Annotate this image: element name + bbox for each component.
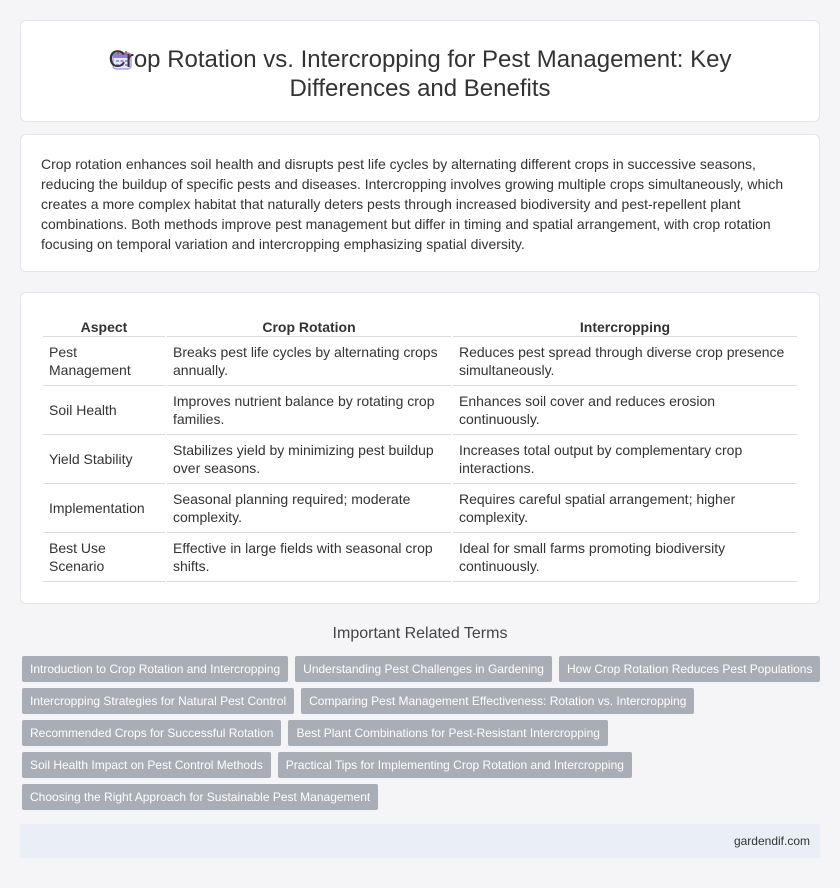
table-cell: Seasonal planning required; moderate complexity. — [167, 484, 451, 533]
comparison-table — [41, 315, 799, 582]
related-term-link[interactable]: How Crop Rotation Reduces Pest Populations — [559, 656, 820, 682]
title-card — [20, 20, 820, 122]
footer — [20, 824, 820, 858]
column-header: Crop Rotation — [167, 315, 451, 337]
table-row — [43, 484, 797, 533]
related-term-link[interactable]: Introduction to Crop Rotation and Intercropping — [22, 656, 288, 682]
intro-card — [20, 134, 820, 272]
table-cell: Effective in large fields with seasonal crop shifts. — [167, 533, 451, 582]
related-term-link[interactable]: Understanding Pest Challenges in Gardening — [295, 656, 552, 682]
table-header-row — [43, 315, 797, 337]
intro-text: Crop rotation enhances soil health and disrupts pest life cycles by alternating different crops in successive seasons, reducing the buildup of specific pests and diseases. Intercropping involves growing multiple crops simultaneously, which creates a more complex habitat that naturally deters pests through increased biodiversity and pest-repellent plant combinations. Both methods improve pest management but differ in timing and spatial arrangement, with crop rotation focusing on temporal variation and intercropping emphasizing spatial diversity. — [41, 156, 784, 252]
column-header: Aspect — [43, 315, 165, 337]
related-term-link[interactable]: Best Plant Combinations for Pest-Resistant Intercropping — [288, 720, 607, 746]
table-cell: Enhances soil cover and reduces erosion continuously. — [453, 386, 797, 435]
table-row — [43, 435, 797, 484]
related-term-link[interactable]: Soil Health Impact on Pest Control Methods — [22, 752, 271, 778]
related-term-link[interactable]: Recommended Crops for Successful Rotation — [22, 720, 281, 746]
table-row — [43, 337, 797, 386]
column-header: Intercropping — [453, 315, 797, 337]
table-cell: Breaks pest life cycles by alternating crops annually. — [167, 337, 451, 386]
table-cell: Reduces pest spread through diverse crop presence simultaneously. — [453, 337, 797, 386]
table-cell: Ideal for small farms promoting biodiversity continuously. — [453, 533, 797, 582]
related-term-link[interactable]: Comparing Pest Management Effectiveness: Rotation vs. Intercropping — [301, 688, 694, 714]
table-cell-aspect: Best Use Scenario — [43, 533, 165, 582]
table-row — [43, 533, 797, 582]
table-cell-aspect: Soil Health — [43, 386, 165, 435]
table-cell: Increases total output by complementary crop interactions. — [453, 435, 797, 484]
site-name[interactable]: gardendif.com — [733, 834, 810, 848]
related-term-link[interactable]: Practical Tips for Implementing Crop Rotation and Intercropping — [278, 752, 632, 778]
table-cell-aspect: Pest Management — [43, 337, 165, 386]
table-cell: Improves nutrient balance by rotating crop families. — [167, 386, 451, 435]
page-title: Crop Rotation vs. Intercropping for Pest Management: Key Differences and Benefits — [108, 46, 732, 102]
related-terms-title: Important Related Terms — [332, 625, 508, 642]
table-cell-aspect: Implementation — [43, 484, 165, 533]
related-term-link[interactable]: Choosing the Right Approach for Sustainable Pest Management — [22, 784, 378, 810]
table-row — [43, 386, 797, 435]
related-term-link[interactable]: Intercropping Strategies for Natural Pest Control — [22, 688, 294, 714]
table-cell: Requires careful spatial arrangement; higher complexity. — [453, 484, 797, 533]
table-cell: Stabilizes yield by minimizing pest buildup over seasons. — [167, 435, 451, 484]
table-cell-aspect: Yield Stability — [43, 435, 165, 484]
related-terms-list — [22, 656, 822, 816]
comparison-card — [20, 292, 820, 604]
